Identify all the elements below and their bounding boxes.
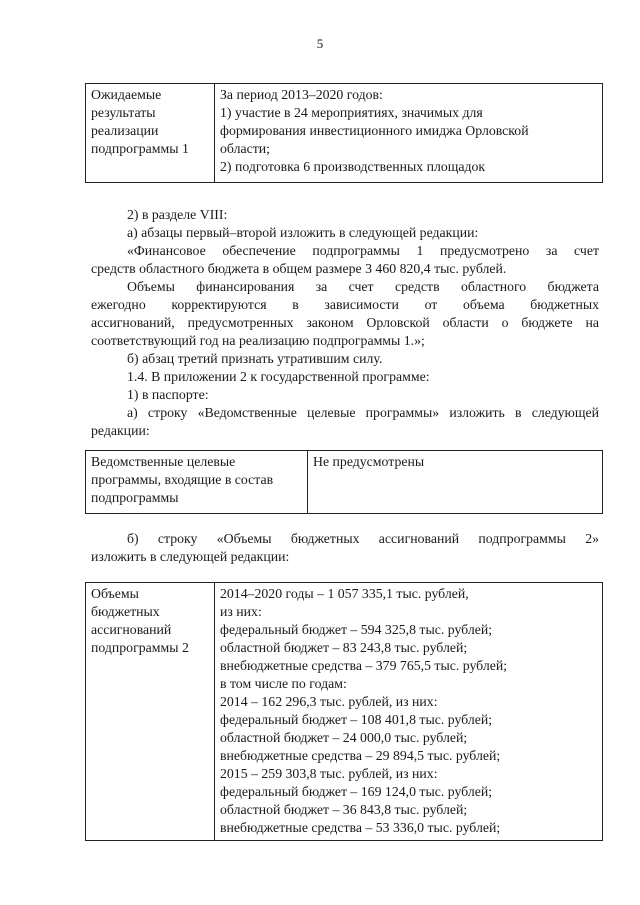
table-value-cell bbox=[308, 451, 603, 514]
page-number: 5 bbox=[316, 36, 324, 51]
value-line: За период 2013–2020 годов: bbox=[220, 87, 383, 102]
table-row bbox=[86, 84, 603, 183]
expected-results-table bbox=[85, 83, 603, 183]
text-line: 1) в паспорте: bbox=[127, 387, 209, 402]
text-line: б) абзац третий признать утратившим силу. bbox=[127, 351, 383, 366]
text-line: 2) в разделе VIII: bbox=[127, 207, 228, 222]
text-line: ассигнований, предусмотренных законом Орловской области о бюджете на bbox=[91, 315, 599, 330]
label-line: бюджетных bbox=[91, 604, 160, 619]
table-label-cell bbox=[86, 84, 215, 183]
value-line: внебюджетные средства – 379 765,5 тыс. рублей; bbox=[220, 658, 508, 673]
text-line: а) строку «Ведомственные целевые программы» изложить в следующей bbox=[127, 405, 599, 420]
value-line: федеральный бюджет – 594 325,8 тыс. рублей; bbox=[220, 622, 493, 637]
text-line: 1.4. В приложении 2 к государственной программе: bbox=[127, 369, 430, 384]
label-line: реализации bbox=[91, 123, 159, 138]
table-value-cell bbox=[215, 583, 603, 841]
value-line: федеральный бюджет – 108 401,8 тыс. рублей; bbox=[220, 712, 493, 727]
table-label-cell bbox=[86, 451, 308, 514]
table-label-cell bbox=[86, 583, 215, 841]
text-line: б) строку «Объемы бюджетных ассигнований подпрограммы 2» bbox=[127, 531, 599, 546]
value-line: областной бюджет – 36 843,8 тыс. рублей; bbox=[220, 802, 468, 817]
label-line: результаты bbox=[91, 105, 156, 120]
label-line: ассигнований bbox=[91, 622, 172, 637]
value-line: 1) участие в 24 мероприятиях, значимых для bbox=[220, 105, 483, 120]
value-line: областной бюджет – 24 000,0 тыс. рублей; bbox=[220, 730, 468, 745]
text-line: средств областного бюджета в общем размере 3 460 820,4 тыс. рублей. bbox=[91, 261, 507, 276]
label-line: подпрограммы 2 bbox=[91, 640, 189, 655]
table-value-cell bbox=[215, 84, 603, 183]
table-row bbox=[86, 451, 603, 514]
text-line: а) абзацы первый–второй изложить в следующей редакции: bbox=[127, 225, 479, 240]
text-line: «Финансовое обеспечение подпрограммы 1 предусмотрено за счет bbox=[127, 243, 599, 258]
label-line: программы, входящие в состав bbox=[91, 472, 274, 487]
value-line: области; bbox=[220, 141, 270, 156]
value-line: внебюджетные средства – 29 894,5 тыс. рублей; bbox=[220, 748, 501, 763]
label-line: Объемы bbox=[91, 586, 139, 601]
value-line: 2) подготовка 6 производственных площадок bbox=[220, 159, 486, 174]
text-line: Объемы финансирования за счет средств областного бюджета bbox=[127, 279, 599, 294]
departmental-programs-table bbox=[85, 450, 603, 514]
label-line: подпрограммы 1 bbox=[91, 141, 189, 156]
value-line: 2015 – 259 303,8 тыс. рублей, из них: bbox=[220, 766, 438, 781]
value-line: Не предусмотрены bbox=[313, 454, 425, 469]
text-line: соответствующий год на реализацию подпрограммы 1.»; bbox=[91, 333, 425, 348]
text-line: изложить в следующей редакции: bbox=[91, 549, 290, 564]
budget-allocations-table bbox=[85, 582, 603, 841]
table-row bbox=[86, 583, 603, 841]
value-line: областной бюджет – 83 243,8 тыс. рублей; bbox=[220, 640, 468, 655]
value-line: 2014–2020 годы – 1 057 335,1 тыс. рублей, bbox=[220, 586, 469, 601]
text-line: редакции: bbox=[91, 423, 150, 438]
label-line: подпрограммы bbox=[91, 490, 179, 505]
label-line: Ожидаемые bbox=[91, 87, 162, 102]
value-line: 2014 – 162 296,3 тыс. рублей, из них: bbox=[220, 694, 438, 709]
label-line: Ведомственные целевые bbox=[91, 454, 236, 469]
value-line: формирования инвестиционного имиджа Орловской bbox=[220, 123, 529, 138]
value-line: из них: bbox=[220, 604, 262, 619]
value-line: внебюджетные средства – 53 336,0 тыс. рублей; bbox=[220, 820, 501, 835]
text-line: ежегодно корректируются в зависимости от объема бюджетных bbox=[91, 297, 599, 312]
value-line: федеральный бюджет – 169 124,0 тыс. рублей; bbox=[220, 784, 493, 799]
value-line: в том числе по годам: bbox=[220, 676, 347, 691]
body-text-1 bbox=[91, 206, 599, 440]
body-text-2 bbox=[91, 530, 599, 566]
